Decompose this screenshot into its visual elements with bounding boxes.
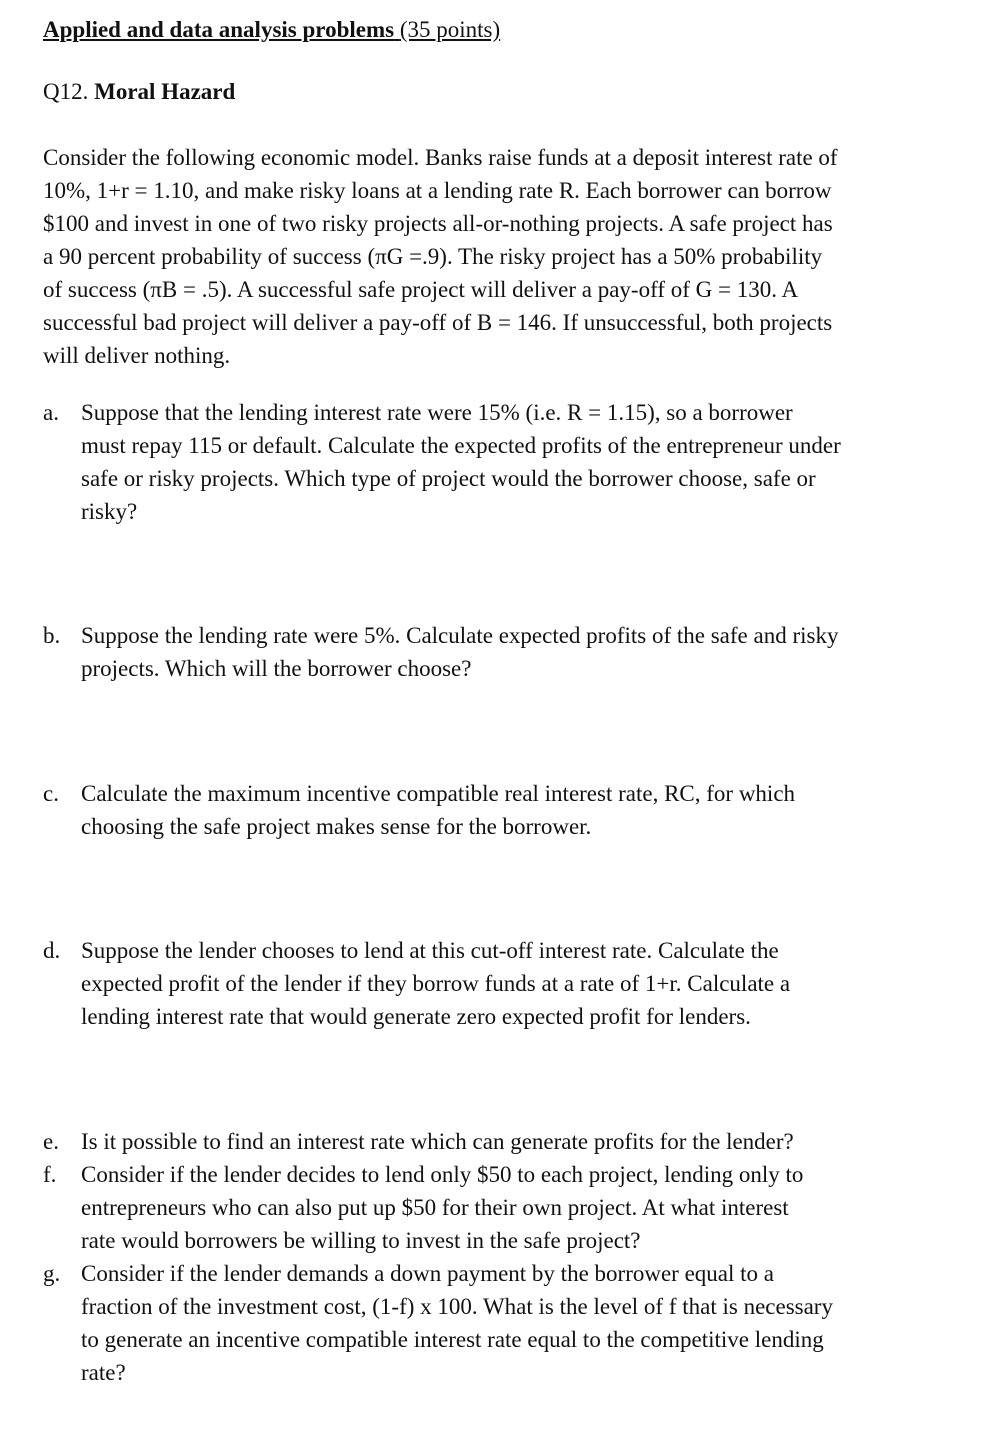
item-line: Suppose the lender chooses to lend at this cut-off interest rate. Calculate the bbox=[81, 938, 779, 963]
section-heading bbox=[43, 16, 500, 44]
item-b bbox=[43, 619, 933, 685]
intro-line: will deliver nothing. bbox=[43, 343, 231, 368]
section-heading-text: Applied and data analysis problems bbox=[43, 17, 395, 42]
item-line: Is it possible to find an interest rate which can generate profits for the lender? bbox=[81, 1129, 794, 1154]
intro-line: a 90 percent probability of success (πG =.9). The risky project has a 50% probability bbox=[43, 244, 823, 269]
intro-line: $100 and invest in one of two risky projects all-or-nothing projects. A safe project has bbox=[43, 211, 833, 236]
intro-paragraph bbox=[43, 141, 933, 372]
question-title bbox=[43, 78, 235, 106]
item-marker: b. bbox=[43, 623, 61, 648]
item-f bbox=[43, 1158, 933, 1257]
item-line: Suppose the lending rate were 5%. Calculate expected profits of the safe and risky bbox=[81, 623, 839, 648]
item-line: Consider if the lender demands a down payment by the borrower equal to a bbox=[81, 1261, 774, 1286]
intro-line: 10%, 1+r = 1.10, and make risky loans at a lending rate R. Each borrower can borrow bbox=[43, 178, 832, 203]
item-g bbox=[43, 1257, 933, 1389]
intro-line: Consider the following economic model. Banks raise funds at a deposit interest rate of bbox=[43, 145, 838, 170]
item-line: lending interest rate that would generate zero expected profit for lenders. bbox=[81, 1004, 751, 1029]
item-d bbox=[43, 934, 933, 1033]
intro-line: of success (πB = .5). A successful safe project will deliver a pay-off of G = 130. A bbox=[43, 277, 799, 302]
item-line: expected profit of the lender if they borrow funds at a rate of 1+r. Calculate a bbox=[81, 971, 791, 996]
item-line: rate? bbox=[81, 1360, 126, 1385]
item-marker: f. bbox=[43, 1162, 57, 1187]
question-number: Q12. bbox=[43, 79, 89, 104]
item-line: entrepreneurs who can also put up $50 for their own project. At what interest bbox=[81, 1195, 789, 1220]
item-marker: d. bbox=[43, 938, 61, 963]
intro-line: successful bad project will deliver a pay-off of B = 146. If unsuccessful, both projects bbox=[43, 310, 833, 335]
item-c bbox=[43, 777, 933, 843]
item-line: choosing the safe project makes sense for the borrower. bbox=[81, 814, 592, 839]
item-line: fraction of the investment cost, (1-f) x 100. What is the level of f that is necessary bbox=[81, 1294, 833, 1319]
item-e bbox=[43, 1125, 933, 1158]
item-marker: a. bbox=[43, 400, 59, 425]
item-line: safe or risky projects. Which type of project would the borrower choose, safe or bbox=[81, 466, 816, 491]
item-line: to generate an incentive compatible interest rate equal to the competitive lending bbox=[81, 1327, 824, 1352]
item-a bbox=[43, 396, 933, 528]
item-line: rate would borrowers be willing to invest in the safe project? bbox=[81, 1228, 641, 1253]
item-line: Suppose that the lending interest rate were 15% (i.e. R = 1.15), so a borrower bbox=[81, 400, 793, 425]
item-line: projects. Which will the borrower choose? bbox=[81, 656, 472, 681]
item-marker: g. bbox=[43, 1261, 61, 1286]
item-line: risky? bbox=[81, 499, 138, 524]
question-name: Moral Hazard bbox=[94, 79, 236, 104]
item-marker: c. bbox=[43, 781, 59, 806]
item-line: must repay 115 or default. Calculate the expected profits of the entrepreneur under bbox=[81, 433, 841, 458]
item-marker: e. bbox=[43, 1129, 59, 1154]
item-line: Consider if the lender decides to lend only $50 to each project, lending only to bbox=[81, 1162, 804, 1187]
item-line: Calculate the maximum incentive compatible real interest rate, RC, for which bbox=[81, 781, 796, 806]
section-points: (35 points) bbox=[399, 17, 501, 42]
